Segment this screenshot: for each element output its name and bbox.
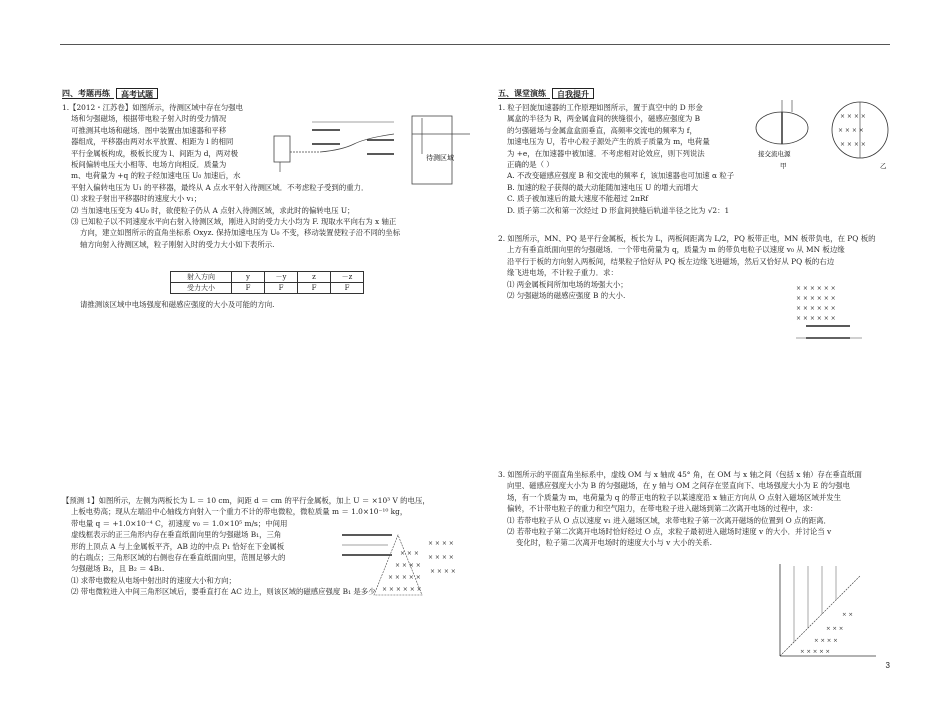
svg-text:× × ×: × × × [826,626,844,632]
right-question-3 [498,469,898,549]
pre1-line: 虚线框表示的正三角形内存在垂直纸面向里的匀强磁场 B₁，三角 [71,530,282,540]
q1-line: m、电荷量为 +q 的粒子经加速电压 U₀ 加速后，水 [71,171,241,181]
rq2-sub1: ⑴ 两金属板间所加电场的场强大小； [507,279,628,289]
pre1-line: 匀强磁场 B₂，且 B₂ ＝ 4B₁. [71,564,165,574]
triangle-field-figure [340,525,480,605]
rq3-line: 偏转，不计带电粒子的重力和空气阻力，在带电粒子进入磁场到第二次离开电场的过程中，求： [507,504,818,514]
rq1-option: A. 不改变磁感应强度 B 和交流电的频率 f，该加速器也可加速 α 粒子 [507,171,735,181]
table-cell: z [298,272,331,283]
q1-sub2: ⑵ 当加速电压变为 4U₀ 时，欲使粒子仍从 A 点射入待测区域，求此时的偏转电压 U； [71,205,355,215]
rq1-line: 为 +e，在加速器中被加速．不考虑相对论效应，则下列说法 [507,148,705,158]
table-cell: F [232,283,265,294]
q1-sub1: ⑴ 求粒子射出平移器时的速度大小 v₁； [71,194,202,204]
rq1-line: 加速电压为 U，若中心粒子源处产生的质子质量为 m，电荷量 [507,137,710,147]
q1-line: 场和匀强磁场，根据带电粒子射入时的受力情况 [71,114,227,124]
svg-text:× × × ×: × × × × [395,562,421,569]
table-cell: －z [331,272,364,283]
rq3-sub1: ⑴ 若带电粒子从 O 点以速度 v₁ 进入磁场区域，求带电粒子第一次离开磁场的位置到 O 点的距离． [507,515,831,525]
svg-text:× × × ×: × × × × [814,638,838,644]
rq1-line: 正确的是（ ） [507,160,554,170]
table-cell: 受力大小 [171,283,232,294]
svg-text:× × × × × ×: × × × × × × [796,285,836,292]
plates-field-figure [792,282,872,348]
rq3-line: 3. 如图所示的平面直角坐标系中，虚线 OM 与 x 轴成 45° 角，在 OM 与 x 轴之间（包括 x 轴）存在垂直纸面 [498,470,862,479]
table-row [171,283,364,294]
svg-text:× × ×: × × × [400,550,419,557]
pre1-line: 【预测 1】如图所示，左侧为两板长为 L ＝ 10 cm，间距 d ＝ cm 的平行金属板，加上 U ＝ ×10³ V 的电压， [62,496,430,505]
rq3-line: 场，有一个质量为 m，电荷量为 q 的带正电的粒子以某速度沿 x 轴正方向从 O 点射入磁场区域并发生 [507,492,842,502]
table-cell: F [331,283,364,294]
q1-sub3-cont: 方向，建立如图所示的直角坐标系 Oxyz. 保持加速电压为 U₀ 不变，移动装置使粒子沿不同的坐标 [80,228,401,238]
svg-text:× ×: × × [842,612,853,618]
pre1-line: 的右端点；三角形区域的右侧也存在垂直纸面向里，范围足够大的 [71,553,286,563]
svg-text:× × × ×: × × × × [838,127,864,134]
q1-ask: 请推测该区域中电场强度和磁感应强度的大小及可能的方向. [80,300,275,309]
rq2-line: 2. 如图所示，MN、PQ 是平行金属板，板长为 L，两板间距离为 L/2，PQ 板带正电，MN 板带负电，在 PQ 板的 [498,234,876,243]
svg-text:× × × ×: × × × × [430,568,456,575]
table-cell: y [232,272,265,283]
q1-sub3: ⑶ 已知粒子以不同速度水平向右射入待测区域，刚进入时的受力大小均为 F. 现取水平向右为 x 轴正 [71,217,397,227]
pre1-line: 上板电势高；现从左端沿中心轴线方向射入一个重力不计的带电微粒，微粒质量 m ＝ 1.0×10⁻¹⁰ kg， [71,507,408,517]
svg-text:× × × ×: × × × × [428,554,454,561]
svg-text:× × × × ×: × × × × × [388,574,421,581]
q1-line: 平行金属板构成，极板长度为 l、间距为 d，两对极 [71,148,238,158]
rq3-line: 向里、磁感应强度大小为 B 的匀强磁场，在 y 轴与 OM 之间存在竖直向下、电场强度大小为 E 的匀强电 [507,481,851,491]
svg-text:× × × × × ×: × × × × × × [382,586,422,593]
pre1-sub2: ⑵ 带电微粒进入中间三角形区域后，要垂直打在 AC 边上，则该区域的磁感应强度 B₁ 是多少 [71,587,376,597]
q1-line: 可推测其电场和磁场．图中装置由加速器和平移 [71,125,227,135]
rq1-line: 属盒的半径为 R，两金属盒间的狭缝很小，磁感应强度为 B [507,114,701,124]
svg-text:× × × ×: × × × × [840,141,866,148]
pre1-sub1: ⑴ 求带电微粒从电场中射出时的速度大小和方向； [71,575,236,585]
svg-text:× × × ×: × × × × [840,113,866,120]
rq1-option: C. 质子被加速后的最大速度不能超过 2πRf [507,194,649,204]
rq2-line: 沿平行于板的方向射入两板间，结果粒子恰好从 PQ 板左边缘飞进磁场，然后又恰好从 PQ 板的右边 [507,256,835,266]
pre1-line: 带电量 q ＝ +1.0×10⁻⁴ C，初速度 v₀ ＝ 1.0×10⁵ m/s；中间用 [71,518,288,528]
cyclotron-figure [752,98,902,172]
rq3-sub2: ⑵ 若带电粒子第二次离开电场时恰好经过 O 点，求粒子最初进入磁场时速度 v 的大小．并讨论当 v [507,527,832,537]
section-title: 五、课堂演练 [498,88,550,99]
rq1-option: B. 加速的粒子获得的最大动能随加速电压 U 的增大而增大 [507,182,699,192]
svg-text:× × × × ×: × × × × × [800,649,831,655]
rq2-sub2: ⑵ 匀强磁场的磁感应强度 B 的大小. [507,291,626,301]
pre1-line: 形的上顶点 A 与上金属板平齐，AB 边的中点 P₁ 恰好在下金属板 [71,541,285,551]
q1-line: 1.【2012・江苏卷】如图所示，待测区域中存在匀强电 [62,103,244,112]
table-row [171,272,364,283]
q1-line: 平射入偏转电压为 U₁ 的平移器，最终从 A 点水平射入待测区域．不考虑粒子受到的重力． [71,182,369,192]
q1-sub3-cont: 轴方向射入待测区域，粒子刚射入时的受力大小如下表所示. [80,239,275,249]
section-heading-left [62,88,158,99]
rq2-line: 上方有垂直纸面向里的匀强磁场．一个带电荷量为 q，质量为 m 的带负电粒子以速度 v₀ 从 MN 板边缘 [507,245,845,255]
table-cell: F [265,283,298,294]
table-cell: 射入方向 [171,272,232,283]
coordinate-figure [770,560,880,660]
section-subtitle: 高考试题 [116,88,158,99]
rq1-option: D. 质子第二次和第一次经过 D 形盒间狭缝后轨道半径之比为 √2：1 [507,205,730,215]
svg-text:× × × ×: × × × × [428,540,454,547]
ac-source-label: 接交流电源 [758,150,791,158]
fig-label-yi: 乙 [880,162,887,170]
svg-text:× × × × × ×: × × × × × × [796,295,836,302]
q1-line: 器组成，平移器由两对水平放置、相距为 l 的相同 [71,137,234,147]
rq1-line: 1. 粒子回旋加速器的工作原理如图所示，置于真空中的 D 形金 [498,103,703,112]
section-subtitle: 自我提升 [552,88,594,99]
direction-force-table [170,271,364,294]
section-title: 四、考题再练 [62,88,114,99]
page-number: 3 [885,661,890,670]
q1-line: 板间偏转电压大小相等、电场方向相反．质量为 [71,160,227,170]
rq3-sub2-cont: 变化时，粒子第二次离开电场时的速度大小与 v 大小的关系. [516,538,712,548]
region-label: 待测区域 [426,154,454,162]
svg-text:× × × × × ×: × × × × × × [796,315,836,322]
header-rule [60,44,890,45]
svg-text:× × × × × ×: × × × × × × [796,305,836,312]
rq1-line: 的匀强磁场与金属盒盒面垂直，高频率交流电的频率为 f， [507,125,697,135]
fig-label-jia: 甲 [780,162,787,170]
rq2-line: 缘飞进电场，不计粒子重力．求： [507,268,618,278]
table-cell: －y [265,272,298,283]
section-heading-right [498,88,594,99]
translator-figure [272,114,472,186]
table-cell: F [298,283,331,294]
